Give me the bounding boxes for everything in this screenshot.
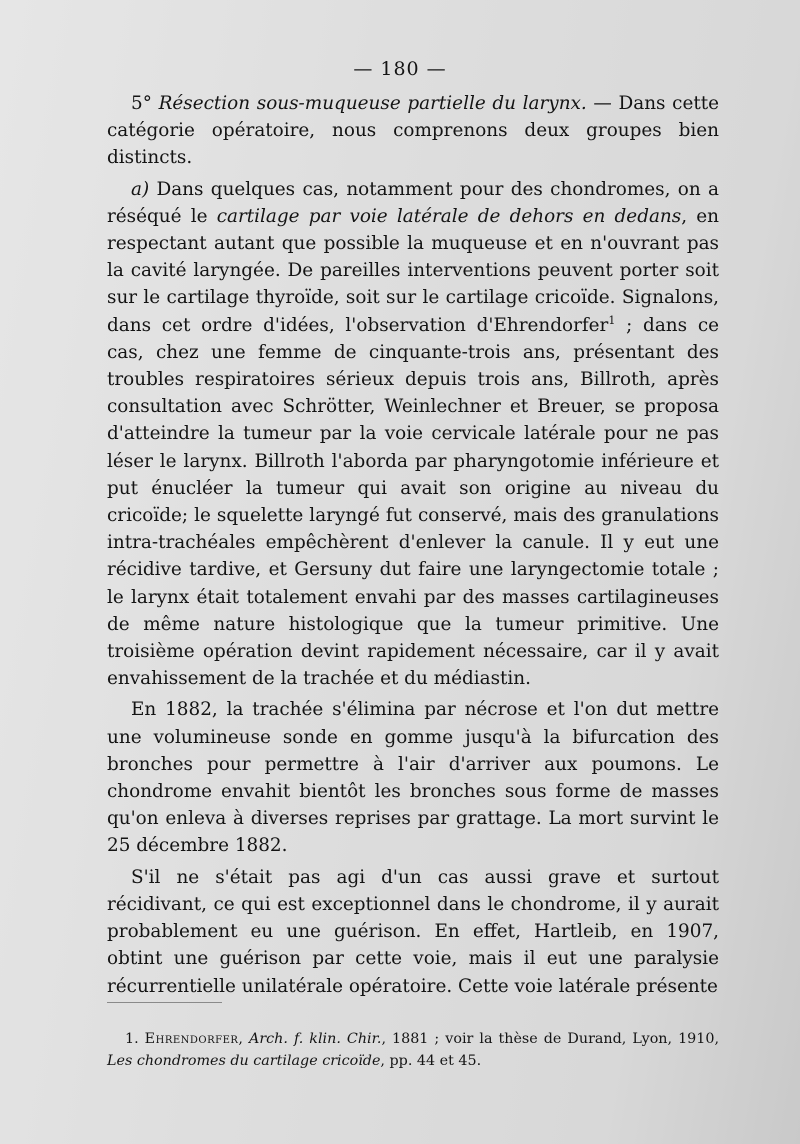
paragraph-a-italic: cartilage par voie latérale de dehors en dedans [216,205,682,227]
main-text [107,90,719,1000]
section-intro-text: — Dans cette catégorie opératoire, nous comprenons deux groupes bien distincts. [107,93,719,169]
paragraph-a [107,176,719,693]
section-number: 5° [131,93,159,114]
footnote-divider [107,1002,222,1003]
paragraph-grave: S'il ne s'était pas agi d'un cas aussi grave et surtout récidivant, ce qui est exceptionnel dans le chondrome, il y aurait probablement eu une guérison. En effet, Hartleib, en 1907, obtint une guérison par cette voie, mais il eut une paralysie récurrentielle unilatérale opératoire. Cette voie latérale présente [107,866,719,997]
paragraph-section-5 [107,90,719,172]
footnote-journal: Arch. f. klin. Chir. [249,1031,382,1047]
footnote-author: Ehrendorfer [144,1031,239,1047]
paragraph-a-text-3: ; dans ce cas, chez une femme de cinquante-trois ans, présentant des troubles respiratoires sérieux depuis trois ans, Billroth, après consultation avec Schrötter, Weinlechner et Breuer, se proposa d'atteindre la tumeur par la voie cervicale latérale pour ne pas léser le larynx. Billroth l'aborda par pharyngotomie inférieure et put énucléer la tumeur qui avait son origine au niveau du cricoïde; le squelette laryngé fut conservé, mais des granulations intra-trachéales empêchèrent d'enlever la canule. Il y eut une récidive tardive, et Gersuny dut faire une laryngectomie totale ; le larynx était totalement envahi par des masses cartilagineuses de même nature histologique que la tumeur primitive. Une troisième opération devint rapidement nécessaire, car il y avait envahissement de la trachée et du médiastin. [107,314,720,690]
paragraph-a-text-1: Dans quelques cas, notamment pour des chondromes, on a réséqué le [107,178,719,227]
footnote-text-2: , pp. 44 et 45. [380,1053,482,1069]
footnote-text-1: , 1881 ; voir la thèse de Durand, Lyon, 1910, [381,1031,720,1047]
paragraph-1882: En 1882, la trachée s'élimina par nécrose et l'on dut mettre une volumineuse sonde en gomme jusqu'à la bifurcation des bronches pour permettre à l'air d'arriver aux poumons. Le chondrome envahit bientôt les bronches sous forme de masses qu'on enleva à diverses reprises par grattage. La mort survint le 25 décembre 1882. [107,699,719,857]
footnote-separator: , [238,1031,249,1047]
footnote-reference: 1 [608,313,616,327]
footnote [107,1028,719,1072]
footnote-number: 1. [125,1031,145,1047]
footnote-thesis-title: Les chondromes du cartilage cricoïde [107,1053,381,1069]
section-title: Résection sous-muqueuse partielle du larynx. [158,93,587,114]
subsection-marker: a) [131,178,150,200]
paragraph-a-text-2: , en respectant autant que possible la muqueuse et en n'ouvrant pas la cavité laryngée. De pareilles interventions peuvent porter soit sur le cartilage thyroïde, soit sur le cartilage cricoïde. Signalons, dans cet ordre d'idées, l'observation d'Ehrendorfer [107,205,719,336]
page-number: — 180 — [353,58,447,80]
